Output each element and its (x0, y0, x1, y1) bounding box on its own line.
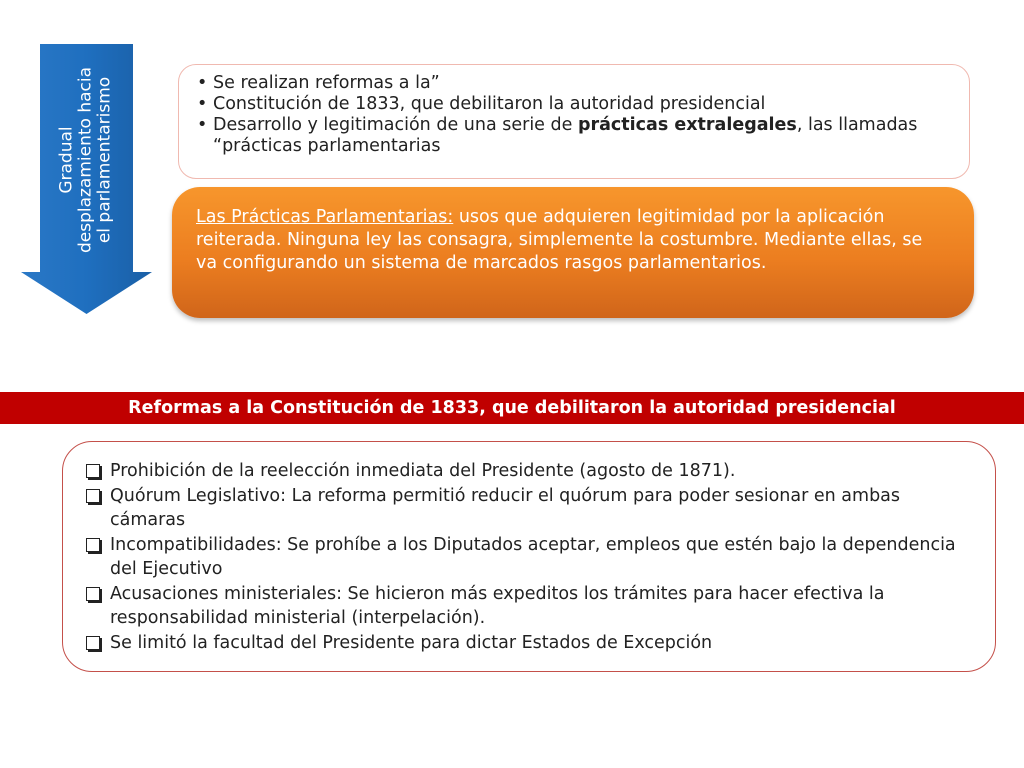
definition-term: Las Prácticas Parlamentarias: (196, 207, 454, 227)
intro-bullet-item (197, 94, 955, 115)
arrow-label-line-1: Gradual (56, 126, 77, 194)
reform-item (84, 533, 975, 582)
bullet-icon: • (197, 73, 208, 93)
intro-bullet-text: Desarrollo y legitimación de una serie de (213, 115, 578, 135)
checkbox-bullet-icon (86, 538, 100, 552)
intro-bullet-bold-text: prácticas extralegales (577, 115, 797, 135)
reform-text: Acusaciones ministeriales: Se hicieron más expeditos los trámites para hacer efectiva la responsabilidad ministerial (interpelación). (110, 583, 885, 628)
reforms-list (84, 459, 975, 655)
checkbox-bullet-icon (86, 464, 100, 478)
arrow-label-line-3: el parlamentarismo (94, 76, 115, 244)
reforms-box (62, 441, 996, 672)
arrow-label-line-2: desplazamiento hacia (75, 66, 96, 254)
checkbox-bullet-icon (86, 489, 100, 503)
reform-text: Prohibición de la reelección inmediata del Presidente (agosto de 1871). (110, 461, 736, 481)
reform-item (84, 582, 975, 631)
reform-item (84, 484, 975, 533)
arrow-label (58, 35, 115, 285)
definition-box (172, 187, 974, 318)
intro-bullet-list (197, 73, 955, 157)
intro-bullet-item (197, 115, 955, 157)
reform-text: Quórum Legislativo: La reforma permitió reducir el quórum para poder sesionar en ambas cámaras (110, 485, 901, 530)
intro-bullet-text: , las llamadas “prácticas parlamentarias (213, 115, 918, 156)
intro-bullet-box (178, 64, 970, 179)
reform-text: Incompatibilidades: Se prohíbe a los Diputados aceptar, empleos que estén bajo la dependencia del Ejecutivo (110, 534, 956, 579)
reform-text: Se limitó la facultad del Presidente para dictar Estados de Excepción (110, 632, 713, 653)
checkbox-bullet-icon (86, 587, 100, 601)
intro-bullet-text: Se realizan reformas a la” (213, 73, 440, 93)
reform-item (84, 631, 975, 656)
intro-bullet-text: Constitución de 1833, que debilitaron la autoridad presidencial (213, 94, 766, 114)
bullet-icon: • (197, 115, 208, 135)
bullet-icon: • (197, 94, 208, 114)
definition-text: usos que adquieren legitimidad por la aplicación reiterada. Ninguna ley las consagra, simplemente la costumbre. Mediante ellas, se va configurando un sistema de marcados rasgos parlamentarios. (196, 207, 923, 273)
section-banner: Reformas a la Constitución de 1833, que debilitaron la autoridad presidencial (0, 392, 1024, 424)
reform-item (84, 459, 975, 484)
intro-bullet-item (197, 73, 955, 94)
checkbox-bullet-icon (86, 636, 100, 650)
